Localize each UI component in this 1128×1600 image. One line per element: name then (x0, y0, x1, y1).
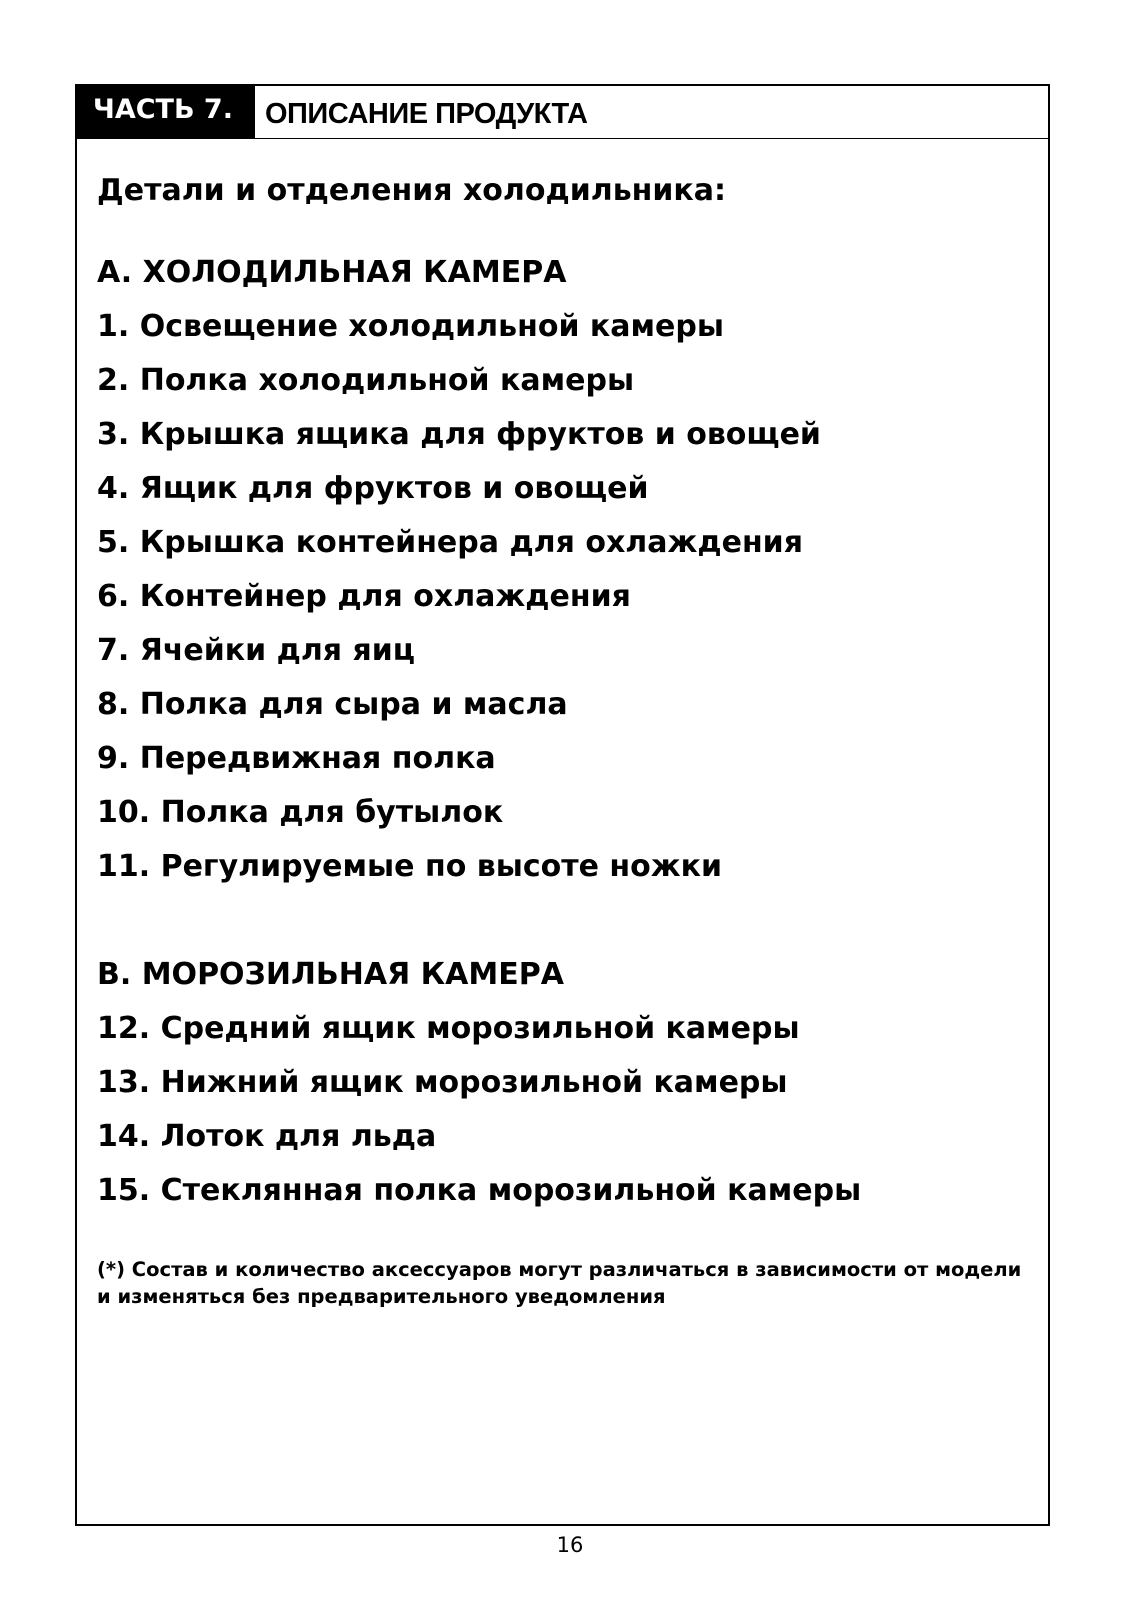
list-item: 7. Ячейки для яиц (97, 633, 416, 668)
list-item: 8. Полка для сыра и масла (97, 687, 568, 722)
footnote: (*) Состав и количество аксессуаров могут различаться в зависимости от модели и изменяться без предварительного уведомления (97, 1258, 1022, 1308)
group-heading-refrigerator: A. ХОЛОДИЛЬНАЯ КАМЕРА (97, 255, 567, 290)
part-label: ЧАСТЬ 7. (77, 86, 255, 138)
content-area (97, 164, 1028, 1310)
page-subtitle: Детали и отделения холодильника: (97, 173, 727, 208)
spacer (97, 894, 1028, 948)
page-number: 16 (556, 1533, 584, 1557)
section-title: ОПИСАНИЕ ПРОДУКТА (265, 98, 588, 130)
list-item: 11. Регулируемые по высоте ножки (97, 849, 723, 884)
list-item: 10. Полка для бутылок (97, 795, 504, 830)
list-item: 12. Средний ящик морозильной камеры (97, 1011, 800, 1046)
section-header (77, 86, 1048, 139)
page-frame (75, 84, 1050, 1526)
list-item: 9. Передвижная полка (97, 741, 496, 776)
list-item: 5. Крышка контейнера для охлаждения (97, 525, 803, 560)
list-item: 6. Контейнер для охлаждения (97, 579, 631, 614)
list-item: 14. Лоток для льда (97, 1119, 437, 1154)
group-heading-freezer: B. МОРОЗИЛЬНАЯ КАМЕРА (97, 957, 564, 992)
group-freezer (97, 948, 1028, 1218)
list-item: 3. Крышка ящика для фруктов и овощей (97, 417, 821, 452)
group-refrigerator (97, 246, 1028, 894)
list-item: 4. Ящик для фруктов и овощей (97, 471, 649, 506)
list-item: 13. Нижний ящик морозильной камеры (97, 1065, 788, 1100)
list-item: 15. Стеклянная полка морозильной камеры (97, 1173, 862, 1208)
list-item: 1. Освещение холодильной камеры (97, 309, 724, 344)
list-item: 2. Полка холодильной камеры (97, 363, 635, 398)
